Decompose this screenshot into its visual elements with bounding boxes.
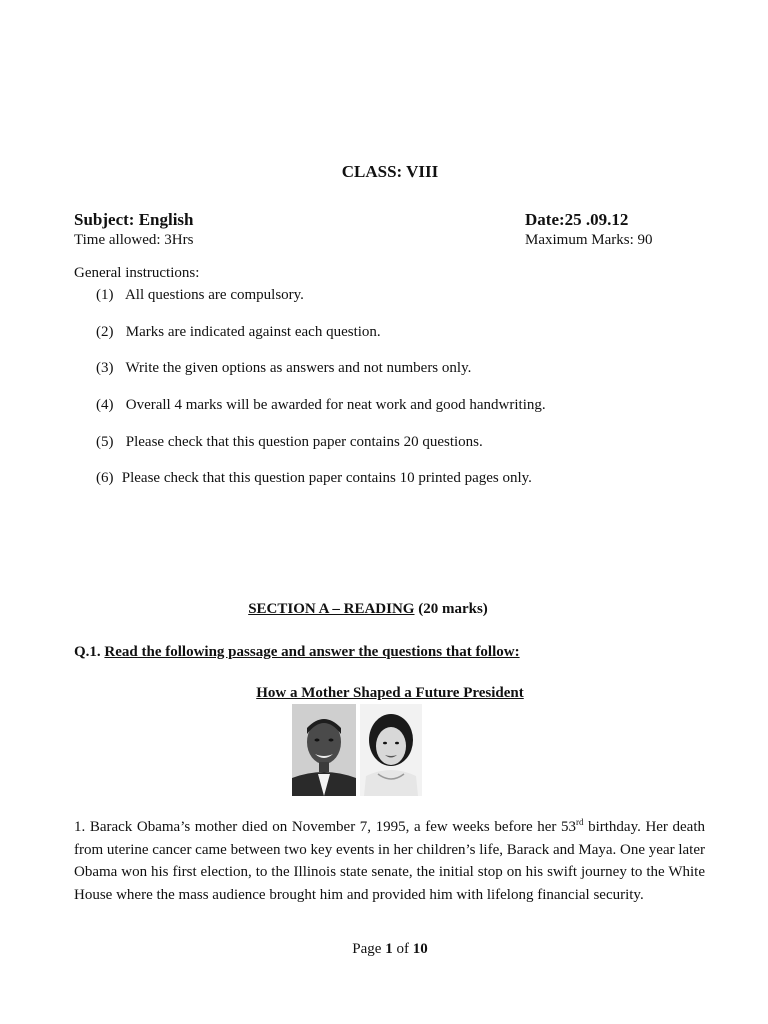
portrait-photo-obama: [292, 704, 356, 796]
question-number: Q.1.: [74, 644, 101, 660]
time-allowed: Time allowed: 3Hrs: [74, 232, 194, 248]
instruction-number: (3): [96, 360, 114, 376]
instruction-text: Please check that this question paper contains 10 printed pages only.: [121, 470, 532, 486]
section-heading: [0, 601, 736, 618]
exam-date: Date:25 .09.12: [525, 210, 629, 229]
instruction-item: [96, 287, 304, 304]
portrait-photo-mother: [360, 704, 422, 796]
of-label: of: [396, 941, 409, 957]
instruction-item: [96, 470, 532, 487]
instruction-number: (1): [96, 287, 114, 303]
section-marks: (20 marks): [418, 601, 488, 617]
instruction-number: (2): [96, 324, 114, 340]
page-footer: [0, 941, 768, 958]
instruction-item: [96, 360, 471, 377]
question-heading: [74, 644, 520, 661]
maximum-marks: Maximum Marks: 90: [525, 232, 653, 248]
class-title: CLASS: VIII: [341, 162, 439, 181]
passage-paragraph-1: [74, 816, 705, 906]
instruction-number: (4): [96, 397, 114, 413]
page-number: 1: [385, 941, 393, 957]
instruction-text: Overall 4 marks will be awarded for neat work and good handwriting.: [125, 397, 546, 413]
instruction-text: Marks are indicated against each question.: [125, 324, 381, 340]
instruction-text: All questions are compulsory.: [124, 287, 304, 303]
instruction-number: (6): [96, 470, 114, 486]
page-label: Page: [352, 941, 382, 957]
ordinal-suffix: rd: [576, 817, 584, 827]
instruction-item: [96, 434, 483, 451]
instructions-heading: General instructions:: [74, 265, 200, 281]
passage-title: How a Mother Shaped a Future President: [256, 685, 524, 701]
instruction-item: [96, 397, 546, 414]
instruction-number: (5): [96, 434, 114, 450]
instruction-item: [96, 324, 381, 341]
paragraph-text-part2: birthday. Her death from uterine cancer came between two key events in her children’s life, Barack and Maya. One year later Obama won his first election, to the Illinois state senate, the initial stop on his swift journey to the White House where the mass audience brought him and provided him with lifelong financial security.: [74, 819, 705, 903]
question-instruction: Read the following passage and answer the questions that follow:: [104, 644, 520, 660]
instruction-text: Please check that this question paper contains 20 questions.: [125, 434, 483, 450]
instruction-text: Write the given options as answers and not numbers only.: [125, 360, 472, 376]
paragraph-text-part1: 1. Barack Obama’s mother died on November 7, 1995, a few weeks before her 53: [74, 819, 576, 835]
section-title: SECTION A – READING: [248, 601, 415, 617]
subject-label: Subject: English: [74, 210, 194, 229]
page-total: 10: [412, 941, 428, 957]
